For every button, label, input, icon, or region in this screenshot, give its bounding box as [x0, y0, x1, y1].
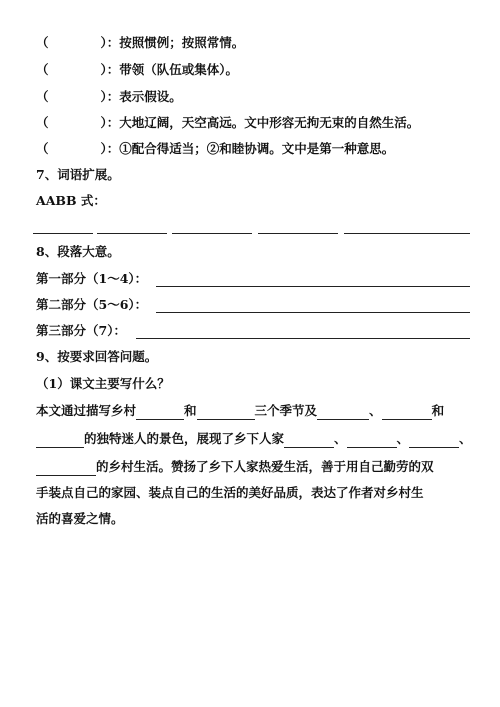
paren-item-3 [36, 88, 182, 106]
text: 和 [184, 403, 197, 418]
season-blank-2[interactable] [197, 405, 255, 420]
q8-part-2-label: 第二部分（5～6）： [36, 297, 148, 312]
paren-close: ）： [100, 89, 120, 104]
paren-close: ）： [100, 35, 120, 50]
definition-text: 按照惯例；按照常情。 [119, 35, 245, 50]
q7-title: 7、词语扩展。 [36, 167, 120, 182]
aabb-blank-2[interactable] [97, 233, 167, 234]
aabb-blank-4[interactable] [258, 233, 338, 234]
paren-close: ）： [100, 141, 120, 156]
text: 和 [431, 403, 445, 418]
q9-para-line-3 [36, 458, 434, 476]
paren-item-4 [36, 114, 419, 132]
text: 的独特迷人的景色，展现了乡下人家 [84, 431, 285, 446]
q9-para-line-4: 手装点自己的家园、装点自己的生活的美好品质，表达了作者对乡村生 [36, 485, 424, 500]
q9-para-line-2 [36, 430, 472, 448]
q9-sub1: （1）课文主要写什么？ [36, 376, 170, 391]
paren-item-5 [36, 140, 394, 158]
paren-item-2 [36, 61, 238, 79]
scene-blank-1[interactable] [317, 405, 369, 420]
paren-open: （ [36, 89, 49, 104]
aabb-blank-5[interactable] [344, 233, 470, 234]
paren-open: （ [36, 115, 49, 130]
part-1-answer-line[interactable] [156, 286, 470, 287]
paren-open: （ [36, 35, 49, 50]
q8-part-1-label: 第一部分（1～4）： [36, 271, 148, 286]
q9-para-line-1 [36, 402, 444, 420]
aabb-blank-1[interactable] [33, 233, 93, 234]
aabb-blank-3[interactable] [172, 233, 252, 234]
q9-para-line-5: 活的喜爱之情。 [36, 511, 124, 526]
text: 、 [369, 403, 382, 418]
q9-title: 9、按要求回答问题。 [36, 349, 158, 364]
text: 本文通过描写乡村 [36, 403, 137, 418]
q7-aabb-label: AABB 式： [36, 193, 106, 208]
paren-item-1 [36, 34, 244, 52]
q8-part-3-label: 第三部分（7）： [36, 323, 126, 338]
text: 、 [334, 431, 347, 446]
definition-text: 表示假设。 [119, 89, 182, 104]
text: 、 [396, 431, 410, 446]
definition-text: 大地辽阔，天空高远。文中形容无拘无束的自然生活。 [119, 115, 420, 130]
text: 三个季节及 [254, 403, 318, 418]
scene-blank-3[interactable] [36, 433, 84, 448]
q8-title: 8、段落大意。 [36, 244, 120, 259]
life-blank-4[interactable] [36, 461, 96, 476]
text: 、 [459, 431, 472, 446]
paren-close: ）： [100, 115, 120, 130]
life-blank-2[interactable] [347, 433, 397, 448]
definition-text: ①配合得适当；②和睦协调。文中是第一种意思。 [119, 141, 395, 156]
scene-blank-2[interactable] [382, 405, 432, 420]
definition-text: 带领（队伍或集体）。 [119, 62, 239, 77]
life-blank-1[interactable] [284, 433, 334, 448]
season-blank-1[interactable] [136, 405, 184, 420]
text: 的乡村生活。赞扬了乡下人家热爱生活，善于用自己勤劳的双 [96, 459, 434, 474]
part-2-answer-line[interactable] [156, 312, 470, 313]
paren-open: （ [36, 62, 49, 77]
paren-open: （ [36, 141, 49, 156]
part-3-answer-line[interactable] [136, 338, 470, 339]
life-blank-3[interactable] [409, 433, 459, 448]
paren-close: ）： [100, 62, 120, 77]
